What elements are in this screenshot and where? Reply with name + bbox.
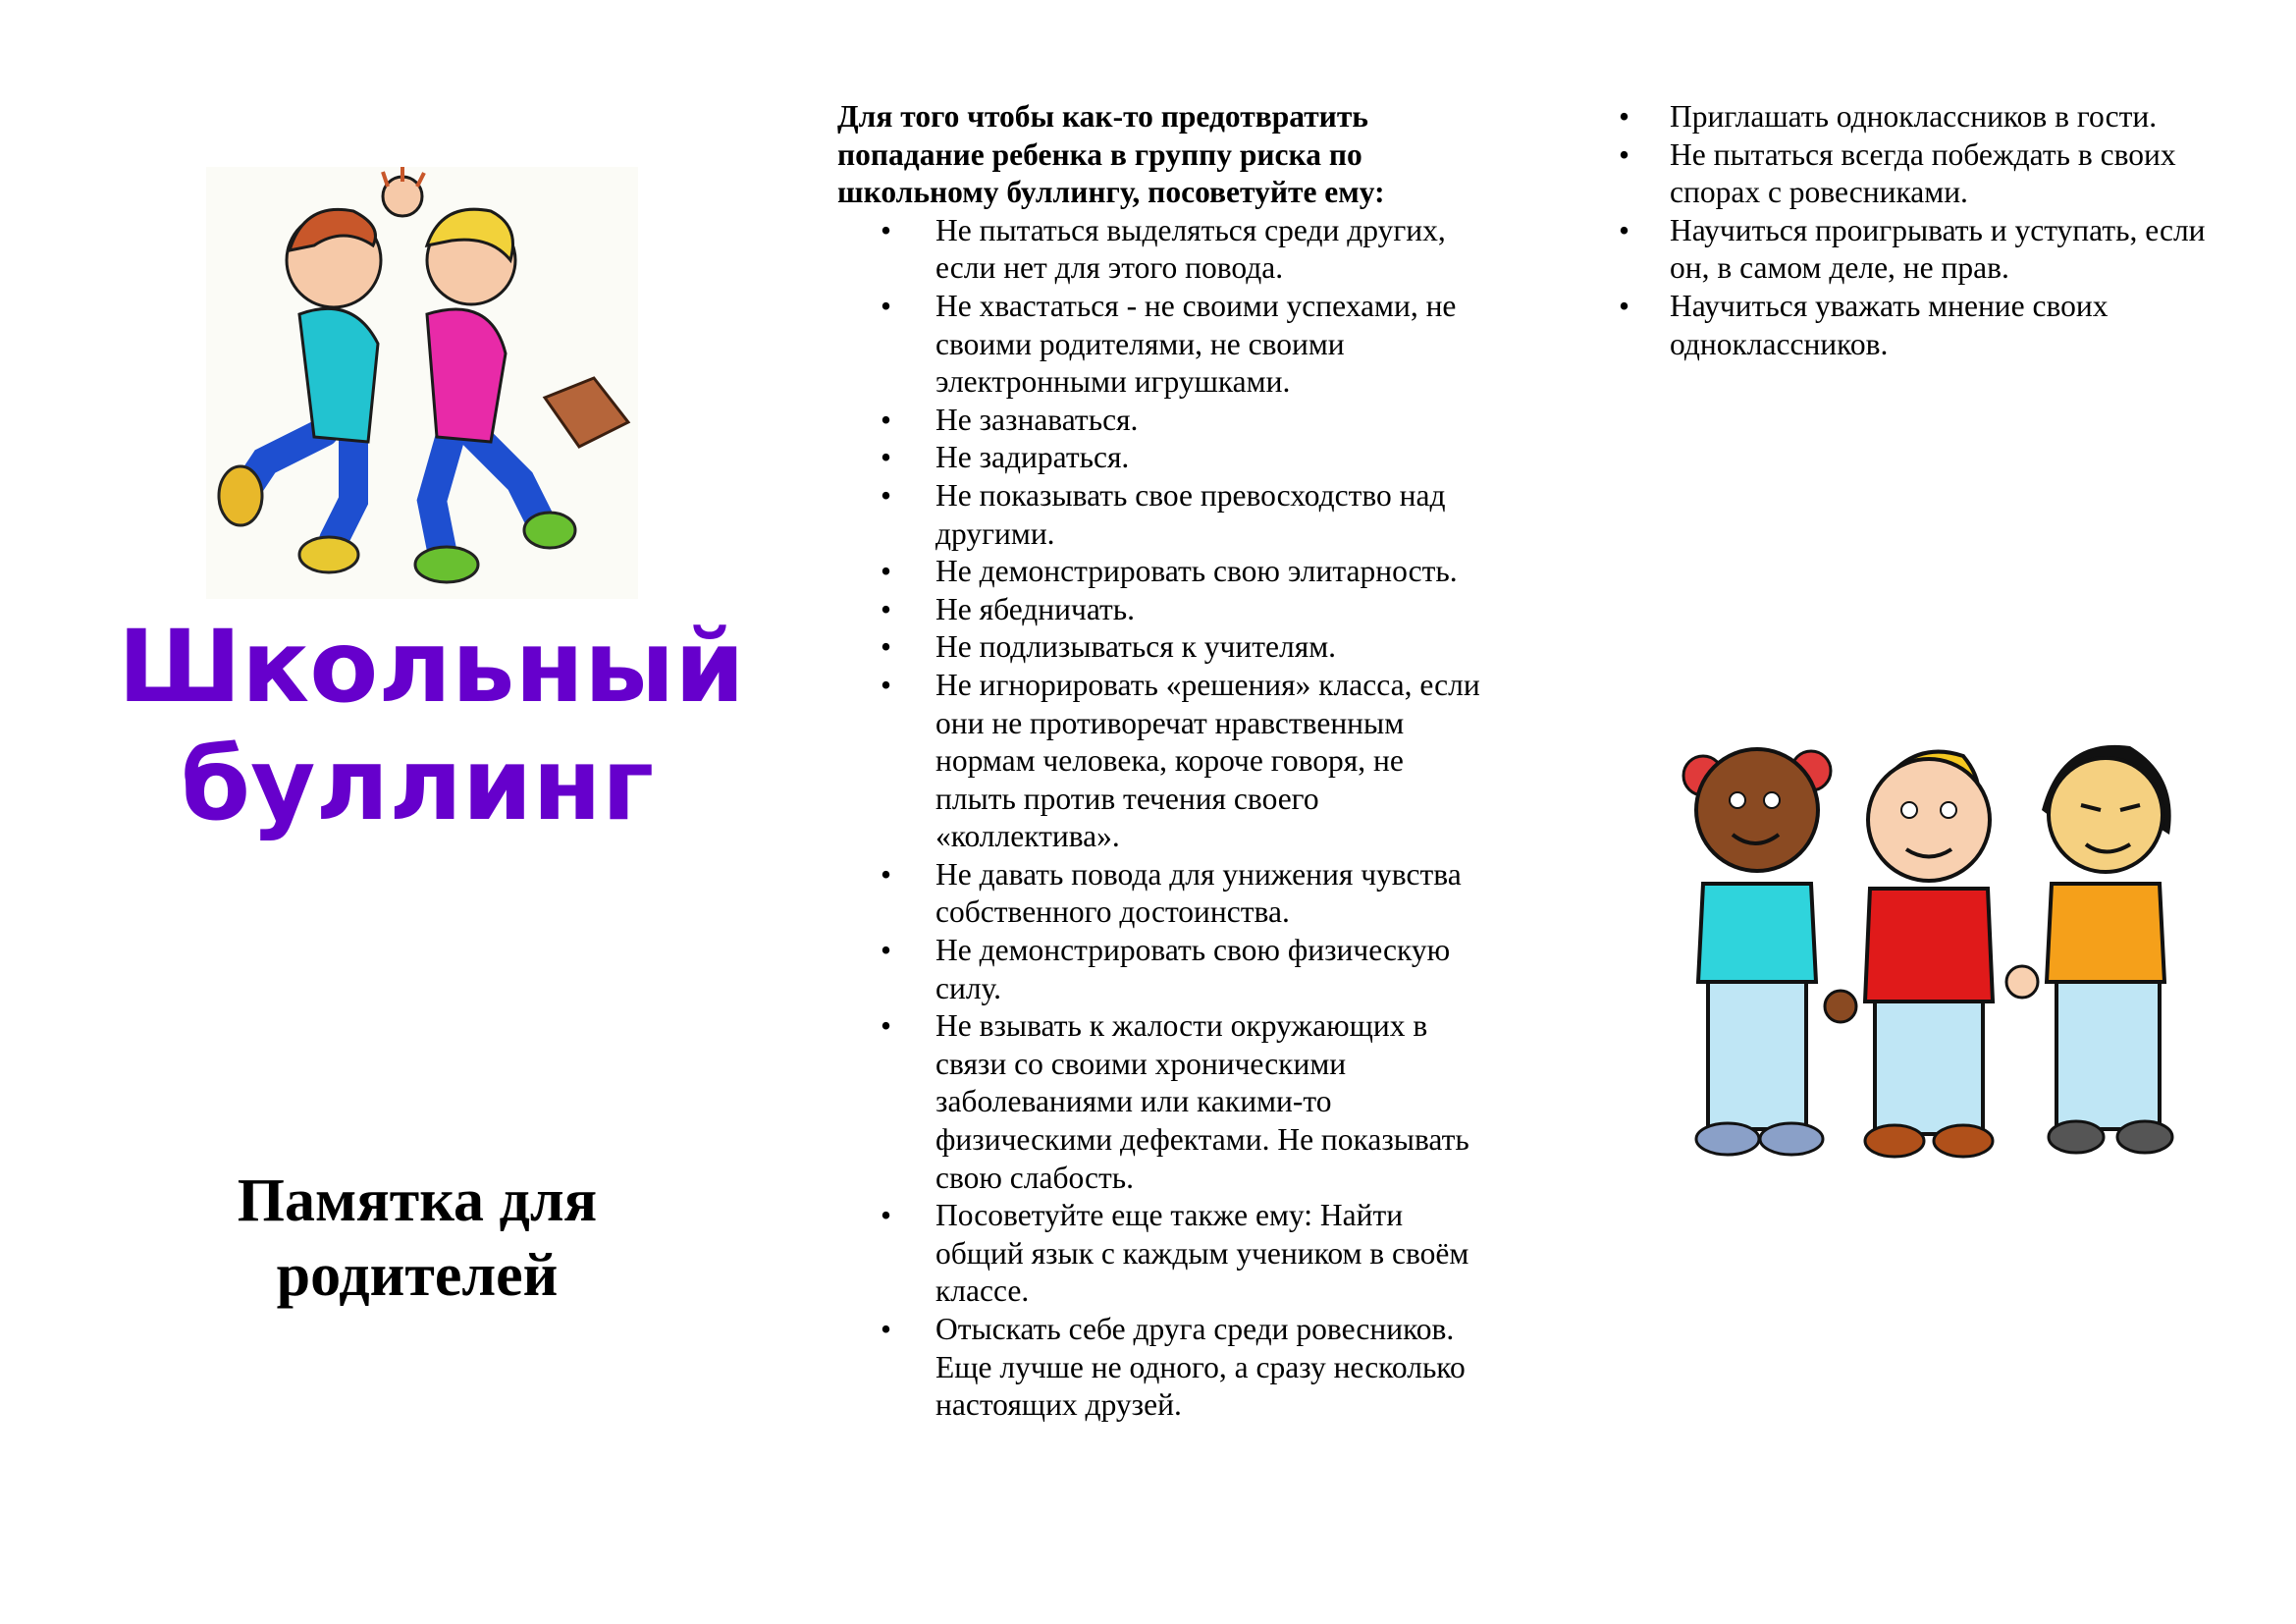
list-item: • Приглашать одноклассников в гости. <box>1623 98 2231 136</box>
list-item: • Не подлизываться к учителям. <box>837 628 1485 667</box>
list-item: • Научиться проигрывать и уступать, если он, в самом деле, не прав. <box>1623 212 2231 288</box>
list-item: • Не зазнаваться. <box>837 402 1485 440</box>
list-item: • Научиться уважать мнение своих одноклассников. <box>1623 288 2231 363</box>
list-item: • Отыскать себе друга среди ровесников. Еще лучше не одного, а сразу несколько настоящих друзей. <box>837 1311 1485 1425</box>
list-item: • Не показывать свое превосходство над другими. <box>837 477 1485 553</box>
list-item: • Не взывать к жалости окружающих в связи со своими хроническими заболеваниями или какими-то физическими дефектами. Не показывать свою слабость. <box>837 1007 1485 1197</box>
list-item: • Не демонстрировать свою элитарность. <box>837 553 1485 591</box>
list-item: • Не давать повода для унижения чувства собственного достоинства. <box>837 856 1485 932</box>
advice-column-right <box>1623 98 2231 363</box>
list-item: • Не игнорировать «решения» класса, если они не противоречат нравственным нормам человека, короче говоря, не плыть против течения своего «коллектива». <box>837 667 1485 856</box>
list-item: • Не ябедничать. <box>837 591 1485 629</box>
list-item: • Не задираться. <box>837 439 1485 477</box>
fighting-kids-illustration <box>206 167 638 599</box>
list-item: • Не пытаться всегда побеждать в своих спорах с ровесниками. <box>1623 136 2231 212</box>
brochure-title: Школьный буллинг <box>118 609 745 843</box>
advice-list-continued <box>1623 98 2231 363</box>
advice-intro: Для того чтобы как-то предотвратить попадание ребенка в группу риска по школьному буллингу, посоветуйте ему: <box>837 99 1385 210</box>
advice-column-middle <box>837 98 1485 1425</box>
list-item: • Не демонстрировать свою физическую силу. <box>837 932 1485 1007</box>
friends-holding-hands-illustration <box>1649 717 2218 1168</box>
list-item: • Не пытаться выделяться среди других, если нет для этого повода. <box>837 212 1485 288</box>
list-item: • Посоветуйте еще также ему: Найти общий язык с каждым учеником в своём классе. <box>837 1197 1485 1311</box>
advice-list <box>837 212 1485 1425</box>
list-item: • Не хвастаться - не своими успехами, не своими родителями, не своими электронными игрушками. <box>837 288 1485 402</box>
brochure-subtitle: Памятка для родителей <box>237 1167 598 1309</box>
